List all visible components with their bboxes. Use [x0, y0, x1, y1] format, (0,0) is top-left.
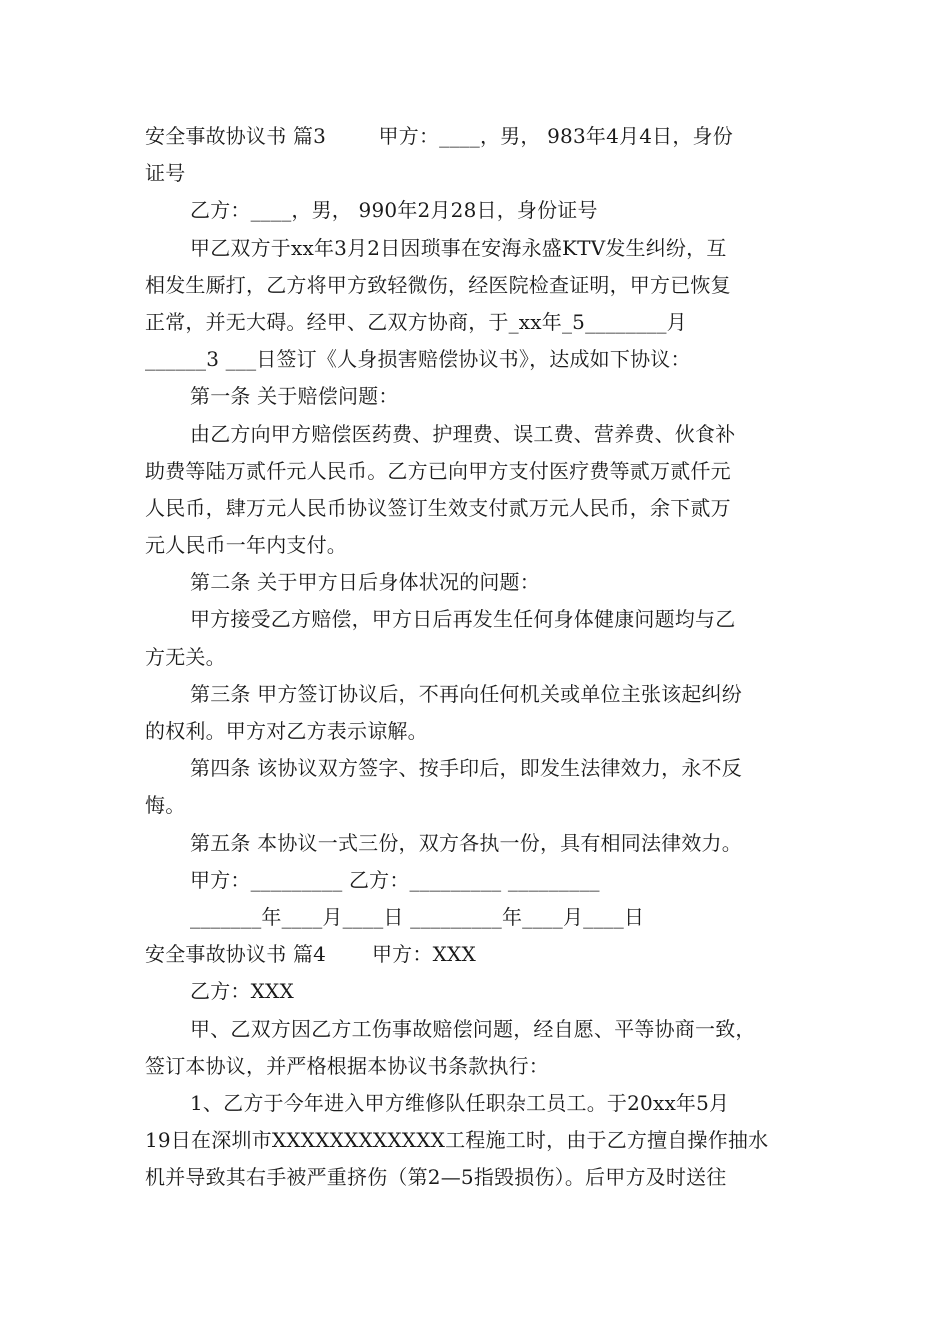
text-line: 悔。 [145, 793, 186, 818]
text-line: 签订本协议，并严格根据本协议书条款执行： [145, 1053, 549, 1078]
text-line: 19日在深圳市XXXXXXXXXXXX工程施工时，由于乙方擅自操作抽水 [145, 1128, 769, 1153]
text-line: 的权利。甲方对乙方表示谅解。 [145, 719, 428, 743]
article-heading: 第五条 本协议一式三份，双方各执一份，具有相同法律效力。 [190, 830, 742, 855]
article-heading: 第二条 关于甲方日后身体状况的问题： [190, 570, 540, 595]
text-line: ______3 ___日签订《人身损害赔偿协议书》，达成如下协议： [145, 347, 691, 372]
text-line: 人民币，肆万元人民币协议签订生效支付贰万元人民币，余下贰万 [145, 495, 731, 520]
article-heading: 第一条 关于赔偿问题： [190, 384, 399, 409]
text-line: 安全事故协议书 篇3 甲方：____，男， 983年4月4日，身份 [145, 124, 733, 148]
text-line: 甲方接受乙方赔偿，甲方日后再发生任何身体健康问题均与乙 [190, 607, 736, 632]
text-line: 1、乙方于今年进入甲方维修队任职杂工员工。于20xx年5月 [190, 1090, 730, 1115]
text-line: 元人民币一年内支付。 [145, 533, 347, 558]
date-line: _______年____月____日 _________年____月____日 [190, 904, 645, 929]
document-body [145, 118, 810, 1196]
signature-line: 甲方：_________ 乙方：_________ _________ [190, 867, 600, 892]
text-line: 乙方：XXX [190, 979, 294, 1004]
text-line: 相发生厮打，乙方将甲方致轻微伤，经医院检查证明，甲方已恢复 [145, 272, 731, 297]
article-heading: 第三条 甲方签订协议后，不再向任何机关或单位主张该起纠纷 [190, 681, 742, 706]
text-line: 乙方：____，男， 990年2月28日，身份证号 [190, 198, 598, 223]
text-line: 方无关。 [145, 644, 226, 669]
text-line: 机并导致其右手被严重挤伤（第2—5指毁损伤）。后甲方及时送往 [145, 1165, 727, 1190]
text-line: 甲、乙双方因乙方工伤事故赔偿问题，经自愿、平等协商一致， [190, 1016, 756, 1041]
text-line: 甲乙双方于xx年3月2日因琐事在安海永盛KTV发生纠纷，互 [190, 235, 727, 260]
text-line: 由乙方向甲方赔偿医药费、护理费、误工费、营养费、伙食补 [190, 421, 736, 446]
article-heading: 第四条 该协议双方签字、按手印后，即发生法律效力，永不反 [190, 756, 742, 781]
text-line: 证号 [145, 161, 186, 186]
text-line: 正常，并无大碍。经甲、乙双方协商，于_xx年_5________月 [145, 309, 687, 334]
text-line: 助费等陆万贰仟元人民币。乙方已向甲方支付医疗费等贰万贰仟元 [145, 458, 731, 483]
section-heading: 安全事故协议书 篇4 甲方：XXX [145, 942, 476, 967]
